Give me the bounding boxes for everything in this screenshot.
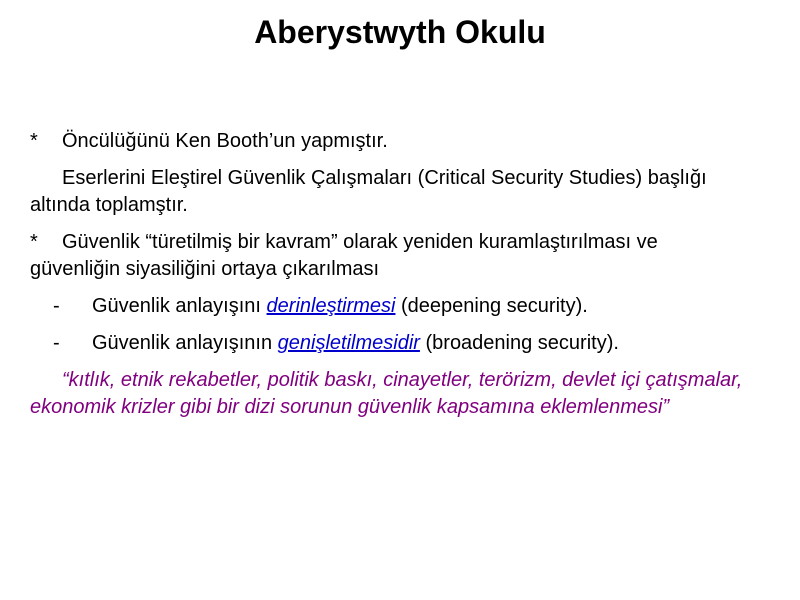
paragraph-publications: Eserlerini Eleştirel Güvenlik Çalışmaları (Critical Security Studies) başlığı altında toplamştır. xyxy=(30,167,707,216)
dash-item-2 xyxy=(30,330,750,357)
dash-text-pre-1: Güvenlik anlayışını xyxy=(92,295,267,317)
bullet-item-1 xyxy=(30,128,750,155)
asterisk-bullet-2: * xyxy=(30,231,38,253)
link-broadening[interactable]: genişletilmesidir xyxy=(277,332,420,354)
slide-body xyxy=(30,128,750,421)
dash-item-1 xyxy=(30,293,750,320)
dash-bullet-1: - xyxy=(53,295,60,317)
dash-text-post-2: (broadening security). xyxy=(419,332,619,354)
dash-text-post-1: (deepening security). xyxy=(395,295,588,317)
bullet-item-2 xyxy=(30,229,750,283)
slide-title: Aberystwyth Okulu xyxy=(254,14,546,50)
asterisk-bullet-1: * xyxy=(30,130,38,152)
bullet-text-2: Güvenlik “türetilmiş bir kavram” olarak yeniden kuramlaştırılması ve güvenliğin siyasiliğini ortaya çıkarılması xyxy=(30,231,658,280)
dash-text-pre-2: Güvenlik anlayışının xyxy=(92,332,278,354)
dash-bullet-2: - xyxy=(53,332,60,354)
bullet-text-1: Öncülüğünü Ken Booth’un yapmıştır. xyxy=(62,130,388,152)
quote-paragraph: “kıtlık, etnik rekabetler, politik baskı, cinayetler, terörizm, devlet içi çatışmalar, ekonomik krizler gibi bir dizi sorunun güvenlik kapsamına eklemlenmesi” xyxy=(30,369,743,418)
link-deepening[interactable]: derinleştirmesi xyxy=(266,295,396,317)
